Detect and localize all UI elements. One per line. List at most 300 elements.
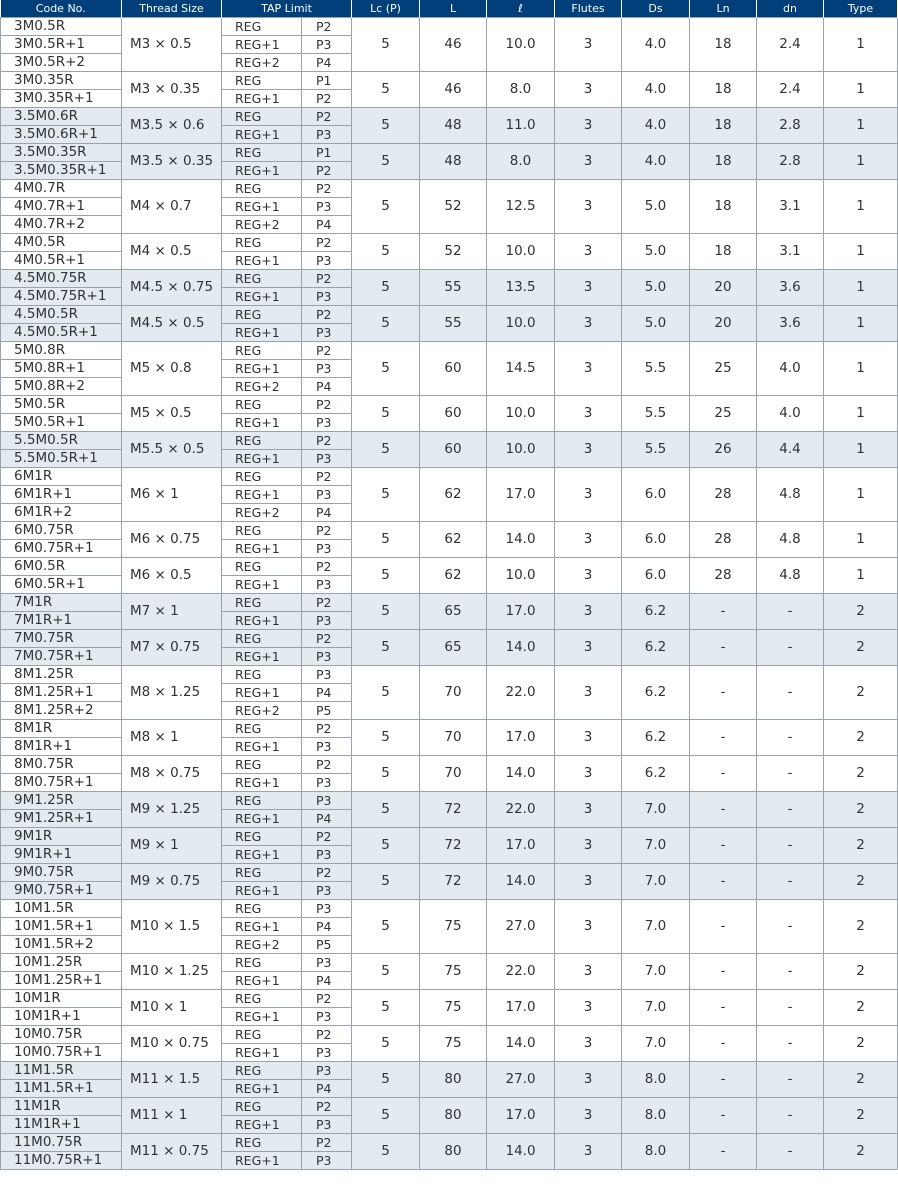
lc-cell: 5: [352, 396, 420, 432]
thread-length-cell: 17.0: [487, 468, 555, 522]
tap-limit-p-cell: P1: [302, 72, 352, 90]
thread-length-cell: 10.0: [487, 18, 555, 72]
thread-size-cell: M9 × 1.25: [122, 792, 222, 828]
thread-length-cell: 27.0: [487, 900, 555, 954]
table-row: [1, 954, 898, 972]
length-cell: 55: [420, 306, 487, 342]
tap-limit-p-cell: P3: [302, 738, 352, 756]
type-cell: 2: [824, 990, 898, 1026]
ln-cell: -: [690, 1098, 757, 1134]
tap-limit-p-cell: P3: [302, 450, 352, 468]
length-cell: 60: [420, 432, 487, 468]
code-no-cell: 3M0.5R+2: [1, 54, 122, 72]
dn-cell: 4.4: [757, 432, 824, 468]
tap-limit-reg-cell: REG+1: [222, 198, 302, 216]
table-row: [1, 558, 898, 576]
tap-limit-p-cell: P3: [302, 900, 352, 918]
ds-cell: 8.0: [622, 1098, 690, 1134]
thread-size-cell: M9 × 1: [122, 828, 222, 864]
ln-cell: 18: [690, 234, 757, 270]
tap-limit-p-cell: P1: [302, 144, 352, 162]
tap-limit-reg-cell: REG+1: [222, 612, 302, 630]
length-cell: 46: [420, 72, 487, 108]
ds-cell: 5.5: [622, 396, 690, 432]
tap-limit-reg-cell: REG+2: [222, 54, 302, 72]
ln-cell: -: [690, 1134, 757, 1170]
flutes-cell: 3: [555, 1062, 622, 1098]
code-no-cell: 6M0.75R+1: [1, 540, 122, 558]
table-row: [1, 1134, 898, 1152]
code-no-cell: 10M1.25R+1: [1, 972, 122, 990]
code-no-cell: 9M0.75R: [1, 864, 122, 882]
thread-size-cell: M8 × 1: [122, 720, 222, 756]
tap-limit-reg-cell: REG+1: [222, 1080, 302, 1098]
ds-cell: 5.5: [622, 342, 690, 396]
tap-limit-p-cell: P3: [302, 324, 352, 342]
tap-limit-p-cell: P2: [302, 522, 352, 540]
tap-limit-p-cell: P3: [302, 1008, 352, 1026]
length-cell: 48: [420, 144, 487, 180]
thread-size-cell: M9 × 0.75: [122, 864, 222, 900]
code-no-cell: 4.5M0.5R: [1, 306, 122, 324]
code-no-cell: 4M0.5R: [1, 234, 122, 252]
tap-limit-reg-cell: REG+1: [222, 1008, 302, 1026]
thread-size-cell: M4 × 0.5: [122, 234, 222, 270]
length-cell: 80: [420, 1062, 487, 1098]
flutes-cell: 3: [555, 1098, 622, 1134]
code-no-cell: 9M1.25R+1: [1, 810, 122, 828]
thread-length-cell: 10.0: [487, 432, 555, 468]
table-row: [1, 18, 898, 36]
tap-limit-p-cell: P3: [302, 666, 352, 684]
tap-limit-reg-cell: REG: [222, 954, 302, 972]
ds-cell: 8.0: [622, 1134, 690, 1170]
tap-limit-reg-cell: REG+1: [222, 486, 302, 504]
flutes-cell: 3: [555, 144, 622, 180]
lc-cell: 5: [352, 270, 420, 306]
tap-limit-p-cell: P3: [302, 1062, 352, 1080]
type-cell: 1: [824, 522, 898, 558]
table-row: [1, 756, 898, 774]
tap-limit-p-cell: P2: [302, 594, 352, 612]
dn-cell: -: [757, 900, 824, 954]
ln-cell: -: [690, 1062, 757, 1098]
flutes-cell: 3: [555, 900, 622, 954]
table-row: [1, 342, 898, 360]
thread-size-cell: M11 × 1.5: [122, 1062, 222, 1098]
lc-cell: 5: [352, 1026, 420, 1062]
tap-limit-p-cell: P2: [302, 270, 352, 288]
table-row: [1, 234, 898, 252]
thread-length-cell: 17.0: [487, 990, 555, 1026]
ln-cell: 18: [690, 72, 757, 108]
dn-cell: 2.8: [757, 144, 824, 180]
ds-cell: 6.0: [622, 558, 690, 594]
thread-size-cell: M4.5 × 0.75: [122, 270, 222, 306]
tap-limit-p-cell: P2: [302, 90, 352, 108]
type-cell: 1: [824, 180, 898, 234]
dn-cell: -: [757, 954, 824, 990]
ds-cell: 5.0: [622, 270, 690, 306]
code-no-cell: 5M0.5R+1: [1, 414, 122, 432]
tap-limit-p-cell: P4: [302, 1080, 352, 1098]
length-cell: 72: [420, 792, 487, 828]
header-ds: Ds: [622, 0, 690, 18]
code-no-cell: 7M1R: [1, 594, 122, 612]
tap-limit-p-cell: P2: [302, 18, 352, 36]
dn-cell: -: [757, 594, 824, 630]
tap-limit-reg-cell: REG: [222, 342, 302, 360]
thread-length-cell: 22.0: [487, 666, 555, 720]
code-no-cell: 8M1.25R+1: [1, 684, 122, 702]
dn-cell: -: [757, 1062, 824, 1098]
ds-cell: 6.2: [622, 720, 690, 756]
tap-limit-p-cell: P4: [302, 378, 352, 396]
thread-size-cell: M11 × 1: [122, 1098, 222, 1134]
tap-limit-reg-cell: REG: [222, 720, 302, 738]
code-no-cell: 4M0.7R+1: [1, 198, 122, 216]
ds-cell: 4.0: [622, 144, 690, 180]
lc-cell: 5: [352, 864, 420, 900]
thread-length-cell: 10.0: [487, 558, 555, 594]
tap-limit-p-cell: P3: [302, 36, 352, 54]
table-row: [1, 630, 898, 648]
code-no-cell: 5M0.5R: [1, 396, 122, 414]
length-cell: 62: [420, 522, 487, 558]
table-row: [1, 792, 898, 810]
code-no-cell: 11M0.75R+1: [1, 1152, 122, 1170]
thread-length-cell: 8.0: [487, 72, 555, 108]
ln-cell: -: [690, 864, 757, 900]
flutes-cell: 3: [555, 792, 622, 828]
tap-limit-p-cell: P2: [302, 234, 352, 252]
ds-cell: 4.0: [622, 108, 690, 144]
flutes-cell: 3: [555, 594, 622, 630]
thread-size-cell: M10 × 1: [122, 990, 222, 1026]
header-flutes: Flutes: [555, 0, 622, 18]
tap-limit-reg-cell: REG+1: [222, 1044, 302, 1062]
code-no-cell: 9M1.25R: [1, 792, 122, 810]
ds-cell: 6.0: [622, 522, 690, 558]
tap-limit-p-cell: P4: [302, 918, 352, 936]
flutes-cell: 3: [555, 1026, 622, 1062]
dn-cell: -: [757, 630, 824, 666]
ln-cell: 20: [690, 270, 757, 306]
length-cell: 70: [420, 666, 487, 720]
code-no-cell: 3.5M0.35R+1: [1, 162, 122, 180]
length-cell: 46: [420, 18, 487, 72]
header-tap-limit: TAP Limit: [222, 0, 352, 18]
code-no-cell: 10M1.5R+2: [1, 936, 122, 954]
tap-limit-reg-cell: REG+1: [222, 846, 302, 864]
tap-limit-reg-cell: REG+1: [222, 162, 302, 180]
code-no-cell: 9M0.75R+1: [1, 882, 122, 900]
thread-size-cell: M10 × 1.5: [122, 900, 222, 954]
tap-limit-reg-cell: REG: [222, 1134, 302, 1152]
tap-limit-reg-cell: REG+2: [222, 216, 302, 234]
thread-size-cell: M3 × 0.35: [122, 72, 222, 108]
dn-cell: 3.1: [757, 180, 824, 234]
lc-cell: 5: [352, 720, 420, 756]
code-no-cell: 3.5M0.35R: [1, 144, 122, 162]
table-row: [1, 432, 898, 450]
flutes-cell: 3: [555, 306, 622, 342]
code-no-cell: 11M1.5R+1: [1, 1080, 122, 1098]
thread-length-cell: 17.0: [487, 594, 555, 630]
type-cell: 2: [824, 594, 898, 630]
length-cell: 55: [420, 270, 487, 306]
code-no-cell: 5M0.8R+1: [1, 360, 122, 378]
lc-cell: 5: [352, 1062, 420, 1098]
length-cell: 65: [420, 594, 487, 630]
ln-cell: -: [690, 666, 757, 720]
dn-cell: -: [757, 792, 824, 828]
thread-size-cell: M11 × 0.75: [122, 1134, 222, 1170]
tap-limit-p-cell: P3: [302, 612, 352, 630]
tap-limit-reg-cell: REG+1: [222, 414, 302, 432]
code-no-cell: 4.5M0.75R+1: [1, 288, 122, 306]
flutes-cell: 3: [555, 234, 622, 270]
tap-limit-p-cell: P4: [302, 504, 352, 522]
length-cell: 62: [420, 558, 487, 594]
ds-cell: 6.2: [622, 666, 690, 720]
type-cell: 1: [824, 558, 898, 594]
tap-limit-p-cell: P2: [302, 396, 352, 414]
tap-limit-p-cell: P2: [302, 630, 352, 648]
ds-cell: 5.0: [622, 234, 690, 270]
code-no-cell: 11M0.75R: [1, 1134, 122, 1152]
tap-limit-p-cell: P5: [302, 702, 352, 720]
tap-limit-p-cell: P3: [302, 126, 352, 144]
thread-length-cell: 17.0: [487, 828, 555, 864]
tap-limit-p-cell: P3: [302, 576, 352, 594]
ln-cell: -: [690, 720, 757, 756]
ds-cell: 4.0: [622, 72, 690, 108]
length-cell: 65: [420, 630, 487, 666]
ln-cell: 20: [690, 306, 757, 342]
code-no-cell: 6M1R: [1, 468, 122, 486]
lc-cell: 5: [352, 18, 420, 72]
thread-size-cell: M5 × 0.8: [122, 342, 222, 396]
thread-size-cell: M10 × 1.25: [122, 954, 222, 990]
tap-limit-p-cell: P3: [302, 954, 352, 972]
lc-cell: 5: [352, 468, 420, 522]
lc-cell: 5: [352, 72, 420, 108]
dn-cell: 3.6: [757, 270, 824, 306]
ln-cell: 28: [690, 558, 757, 594]
length-cell: 70: [420, 720, 487, 756]
tap-limit-p-cell: P3: [302, 792, 352, 810]
dn-cell: 2.4: [757, 72, 824, 108]
ds-cell: 7.0: [622, 954, 690, 990]
length-cell: 75: [420, 954, 487, 990]
type-cell: 2: [824, 630, 898, 666]
flutes-cell: 3: [555, 180, 622, 234]
tap-limit-reg-cell: REG+1: [222, 576, 302, 594]
tap-limit-p-cell: P2: [302, 864, 352, 882]
tap-limit-reg-cell: REG+2: [222, 378, 302, 396]
tap-limit-reg-cell: REG: [222, 792, 302, 810]
ds-cell: 5.0: [622, 180, 690, 234]
type-cell: 2: [824, 756, 898, 792]
tap-limit-reg-cell: REG+2: [222, 936, 302, 954]
type-cell: 1: [824, 432, 898, 468]
tap-limit-reg-cell: REG: [222, 1026, 302, 1044]
table-row: [1, 1098, 898, 1116]
thread-length-cell: 10.0: [487, 306, 555, 342]
lc-cell: 5: [352, 306, 420, 342]
tap-limit-reg-cell: REG+1: [222, 972, 302, 990]
tap-limit-p-cell: P4: [302, 684, 352, 702]
lc-cell: 5: [352, 756, 420, 792]
code-no-cell: 3M0.35R+1: [1, 90, 122, 108]
length-cell: 52: [420, 234, 487, 270]
code-no-cell: 5.5M0.5R+1: [1, 450, 122, 468]
tap-limit-p-cell: P3: [302, 540, 352, 558]
code-no-cell: 11M1R+1: [1, 1116, 122, 1134]
code-no-cell: 10M0.75R+1: [1, 1044, 122, 1062]
tap-limit-p-cell: P4: [302, 216, 352, 234]
table-row: [1, 270, 898, 288]
code-no-cell: 10M0.75R: [1, 1026, 122, 1044]
code-no-cell: 11M1.5R: [1, 1062, 122, 1080]
type-cell: 2: [824, 954, 898, 990]
tap-limit-p-cell: P2: [302, 756, 352, 774]
code-no-cell: 7M0.75R: [1, 630, 122, 648]
flutes-cell: 3: [555, 756, 622, 792]
code-no-cell: 6M1R+2: [1, 504, 122, 522]
ln-cell: 18: [690, 108, 757, 144]
ds-cell: 5.0: [622, 306, 690, 342]
flutes-cell: 3: [555, 954, 622, 990]
lc-cell: 5: [352, 792, 420, 828]
tap-limit-reg-cell: REG: [222, 630, 302, 648]
type-cell: 2: [824, 864, 898, 900]
tap-limit-p-cell: P2: [302, 468, 352, 486]
tap-limit-reg-cell: REG: [222, 594, 302, 612]
lc-cell: 5: [352, 1134, 420, 1170]
ln-cell: -: [690, 954, 757, 990]
length-cell: 75: [420, 1026, 487, 1062]
ds-cell: 5.5: [622, 432, 690, 468]
tap-limit-p-cell: P2: [302, 1026, 352, 1044]
tap-limit-reg-cell: REG+1: [222, 684, 302, 702]
dn-cell: 4.8: [757, 558, 824, 594]
table-row: [1, 594, 898, 612]
tap-limit-p-cell: P4: [302, 54, 352, 72]
length-cell: 80: [420, 1134, 487, 1170]
type-cell: 2: [824, 792, 898, 828]
ln-cell: 26: [690, 432, 757, 468]
tap-limit-p-cell: P3: [302, 486, 352, 504]
thread-length-cell: 14.0: [487, 630, 555, 666]
thread-length-cell: 12.5: [487, 180, 555, 234]
code-no-cell: 8M1R: [1, 720, 122, 738]
flutes-cell: 3: [555, 666, 622, 720]
type-cell: 2: [824, 666, 898, 720]
flutes-cell: 3: [555, 1134, 622, 1170]
ln-cell: 25: [690, 396, 757, 432]
thread-length-cell: 14.0: [487, 1134, 555, 1170]
length-cell: 72: [420, 864, 487, 900]
type-cell: 1: [824, 342, 898, 396]
ln-cell: -: [690, 756, 757, 792]
flutes-cell: 3: [555, 990, 622, 1026]
table-row: [1, 180, 898, 198]
tap-limit-p-cell: P2: [302, 306, 352, 324]
tap-limit-reg-cell: REG: [222, 900, 302, 918]
thread-size-cell: M6 × 1: [122, 468, 222, 522]
table-row: [1, 1026, 898, 1044]
type-cell: 1: [824, 270, 898, 306]
table-row: [1, 900, 898, 918]
tap-limit-reg-cell: REG+1: [222, 540, 302, 558]
lc-cell: 5: [352, 522, 420, 558]
lc-cell: 5: [352, 828, 420, 864]
code-no-cell: 3M0.5R: [1, 18, 122, 36]
ds-cell: 6.2: [622, 594, 690, 630]
type-cell: 2: [824, 1026, 898, 1062]
table-row: [1, 864, 898, 882]
tap-limit-p-cell: P2: [302, 108, 352, 126]
tap-limit-reg-cell: REG: [222, 18, 302, 36]
code-no-cell: 10M1.5R+1: [1, 918, 122, 936]
lc-cell: 5: [352, 558, 420, 594]
table-row: [1, 396, 898, 414]
thread-size-cell: M6 × 0.5: [122, 558, 222, 594]
flutes-cell: 3: [555, 720, 622, 756]
tap-limit-p-cell: P2: [302, 162, 352, 180]
flutes-cell: 3: [555, 522, 622, 558]
tap-limit-reg-cell: REG: [222, 666, 302, 684]
tap-limit-reg-cell: REG+1: [222, 918, 302, 936]
thread-size-cell: M6 × 0.75: [122, 522, 222, 558]
tap-limit-reg-cell: REG+1: [222, 648, 302, 666]
type-cell: 1: [824, 306, 898, 342]
tap-limit-p-cell: P2: [302, 1098, 352, 1116]
tap-limit-p-cell: P2: [302, 432, 352, 450]
lc-cell: 5: [352, 342, 420, 396]
code-no-cell: 10M1.25R: [1, 954, 122, 972]
dn-cell: -: [757, 990, 824, 1026]
code-no-cell: 5.5M0.5R: [1, 432, 122, 450]
code-no-cell: 4M0.5R+1: [1, 252, 122, 270]
tap-limit-reg-cell: REG: [222, 144, 302, 162]
dn-cell: 4.0: [757, 396, 824, 432]
tap-limit-p-cell: P3: [302, 846, 352, 864]
thread-length-cell: 11.0: [487, 108, 555, 144]
tap-limit-p-cell: P3: [302, 1044, 352, 1062]
flutes-cell: 3: [555, 558, 622, 594]
ln-cell: 28: [690, 468, 757, 522]
tap-limit-reg-cell: REG+1: [222, 324, 302, 342]
thread-length-cell: 14.0: [487, 1026, 555, 1062]
lc-cell: 5: [352, 900, 420, 954]
tap-limit-p-cell: P2: [302, 720, 352, 738]
ln-cell: -: [690, 594, 757, 630]
tap-limit-reg-cell: REG: [222, 432, 302, 450]
flutes-cell: 3: [555, 864, 622, 900]
ln-cell: -: [690, 900, 757, 954]
type-cell: 2: [824, 1098, 898, 1134]
flutes-cell: 3: [555, 468, 622, 522]
lc-cell: 5: [352, 666, 420, 720]
tap-limit-p-cell: P2: [302, 180, 352, 198]
tap-limit-p-cell: P3: [302, 1152, 352, 1170]
tap-limit-p-cell: P4: [302, 972, 352, 990]
code-no-cell: 3.5M0.6R+1: [1, 126, 122, 144]
thread-size-cell: M3.5 × 0.6: [122, 108, 222, 144]
